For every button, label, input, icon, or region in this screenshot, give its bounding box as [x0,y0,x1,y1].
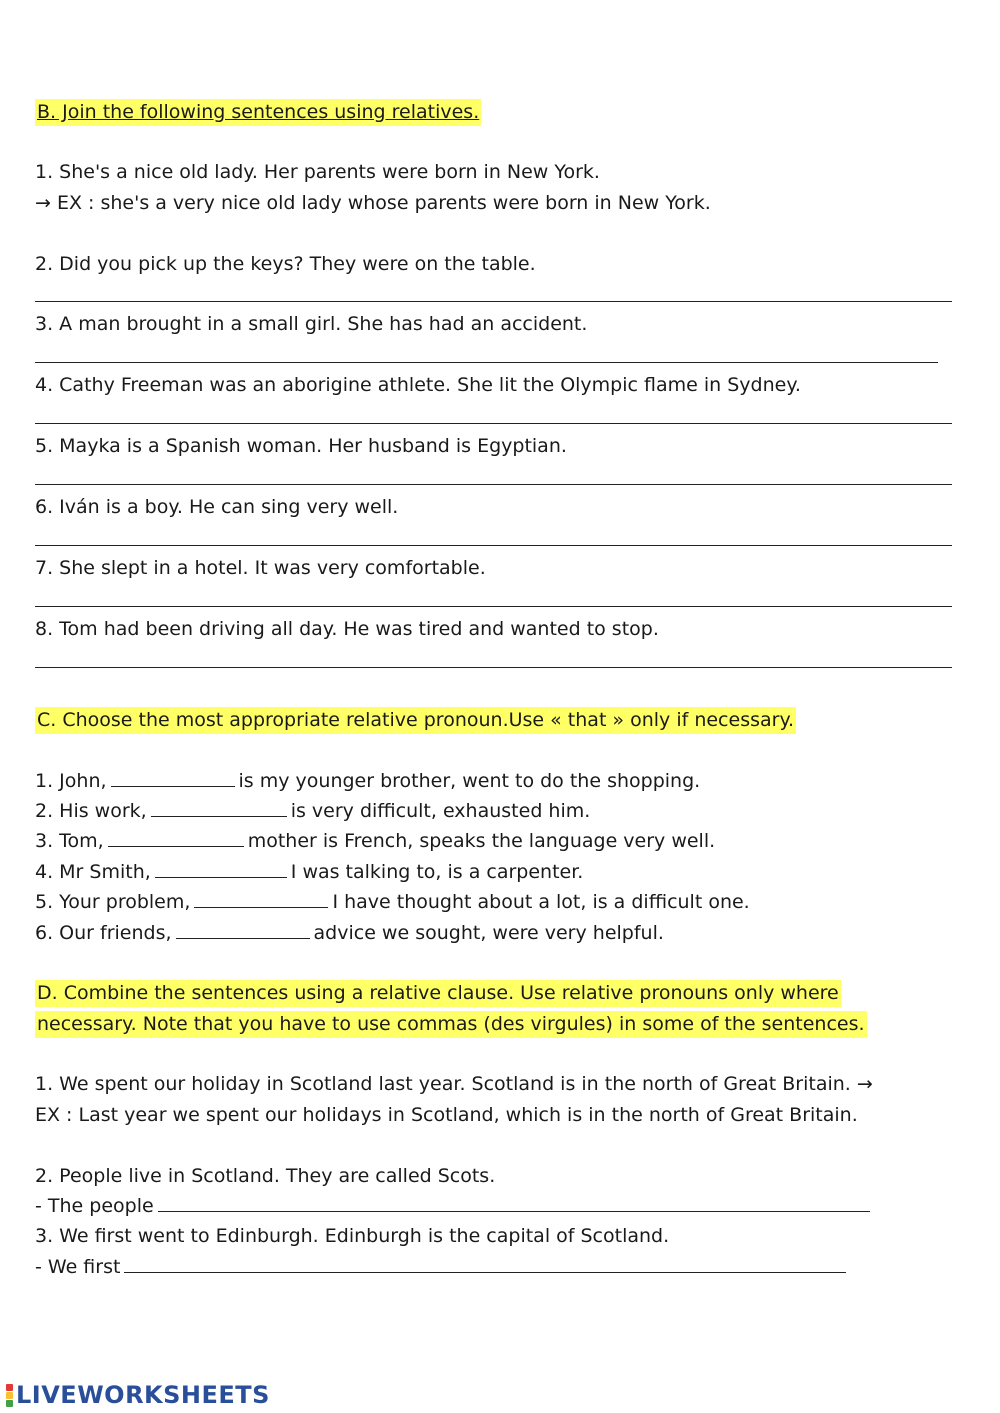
section-c-item-5: 5. Your problem, I have thought about a lot, is a difficult one. [35,891,750,913]
section-b-item-3: 3. A man brought in a small girl. She has had an accident. [35,313,588,335]
section-b-example: → EX : she's a very nice old lady whose parents were born in New York. [35,192,711,214]
blank-c4[interactable] [155,859,287,878]
section-d-example-line-1: 1. We spent our holiday in Scotland last year. Scotland is in the north of Great Britain. → [35,1073,873,1095]
section-b-item-2: 2. Did you pick up the keys? They were on the table. [35,253,536,275]
section-d-item-3-prompt: - We first [35,1254,850,1280]
blank-c2[interactable] [151,798,287,817]
section-d-item-2-prompt: - The people [35,1193,874,1219]
section-b-item-5: 5. Mayka is a Spanish woman. Her husband is Egyptian. [35,435,567,457]
logo-text: LIVEWORKSHEETS [16,1381,270,1409]
section-c-item-6: 6. Our friends, advice we sought, were very helpful. [35,922,664,944]
section-d-example-line-2: EX : Last year we spent our holidays in Scotland, which is in the north of Great Britain. [35,1104,858,1126]
section-d-title-line-2: necessary. Note that you have to use commas (des virgules) in some of the sentences. [35,1011,867,1037]
section-c-item-4: 4. Mr Smith, I was talking to, is a carpenter. [35,861,584,883]
answer-line-d3[interactable] [124,1254,846,1273]
section-b-title: B. Join the following sentences using relatives. [35,99,481,125]
answer-line-b8[interactable] [35,667,952,668]
answer-line-b5[interactable] [35,484,952,485]
answer-line-b4[interactable] [35,423,952,424]
section-d-item-3: 3. We first went to Edinburgh. Edinburgh is the capital of Scotland. [35,1225,670,1247]
blank-c5[interactable] [194,889,328,908]
section-b-item-6: 6. Iván is a boy. He can sing very well. [35,496,399,518]
blank-c1[interactable] [111,768,235,787]
section-b-item-8: 8. Tom had been driving all day. He was tired and wanted to stop. [35,618,659,640]
logo-mark-icon [6,1384,13,1407]
liveworksheets-logo[interactable] [6,1380,270,1410]
answer-line-b6[interactable] [35,545,952,546]
section-c-title: C. Choose the most appropriate relative pronoun.Use « that » only if necessary. [35,707,796,733]
section-d-title-line-1: D. Combine the sentences using a relative clause. Use relative pronouns only where [35,980,841,1006]
blank-c6[interactable] [176,920,310,939]
section-b-item-7: 7. She slept in a hotel. It was very comfortable. [35,557,486,579]
section-b-item-4: 4. Cathy Freeman was an aborigine athlete. She lit the Olympic flame in Sydney. [35,374,801,396]
answer-line-b7[interactable] [35,606,952,607]
section-b-item-1: 1. She's a nice old lady. Her parents were born in New York. [35,161,600,183]
answer-line-b3[interactable] [35,362,938,363]
answer-line-d2[interactable] [158,1193,870,1212]
section-c-item-3: 3. Tom, mother is French, speaks the language very well. [35,830,716,852]
section-c-item-2: 2. His work, is very difficult, exhausted him. [35,800,591,822]
blank-c3[interactable] [108,828,244,847]
section-c-item-1: 1. John, is my younger brother, went to do the shopping. [35,770,701,792]
answer-line-b2[interactable] [35,301,952,302]
section-d-item-2: 2. People live in Scotland. They are called Scots. [35,1165,496,1187]
